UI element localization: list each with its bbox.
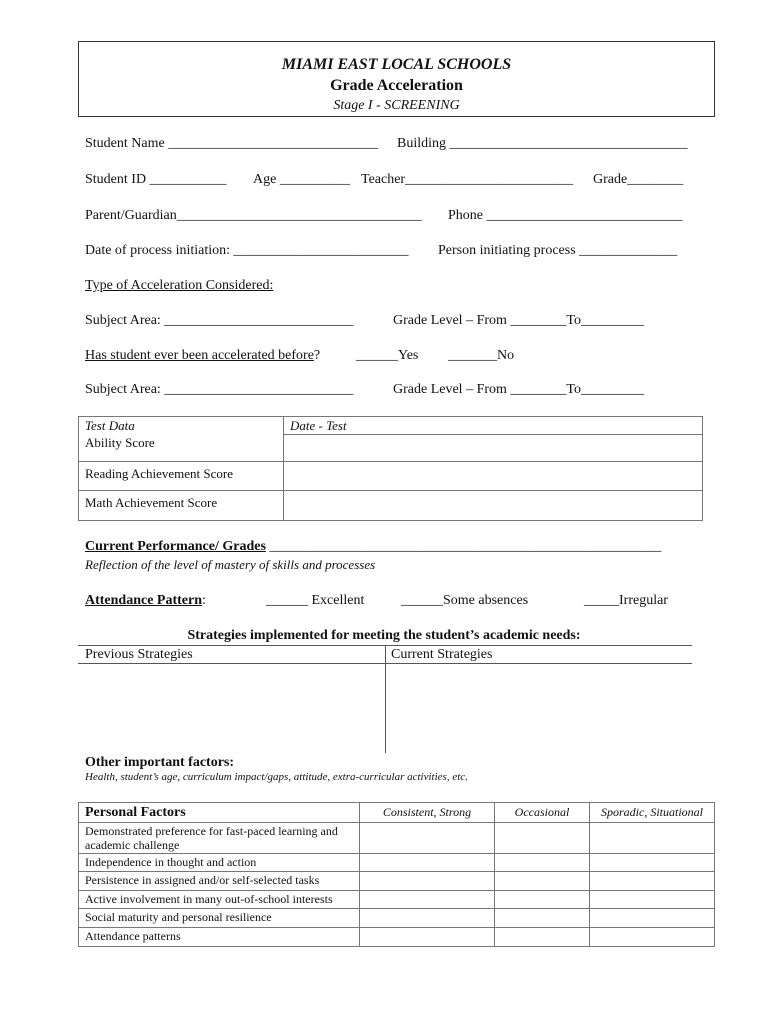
factor-fast-paced-sporadic-cell[interactable] xyxy=(590,823,715,854)
test-data-header-text: Test Data xyxy=(85,418,135,433)
personal-factors-header: Personal Factors xyxy=(79,803,360,823)
date-test-header-text: Date - Test xyxy=(290,418,347,433)
current-performance-row[interactable] xyxy=(85,539,661,555)
reading-score-label: Reading Achievement Score xyxy=(79,462,284,491)
grade-level-field-2[interactable]: Grade Level – From ________To_________ xyxy=(393,382,644,397)
factor-fast-paced-occasional-cell[interactable] xyxy=(495,823,590,854)
person-initiating-field[interactable]: Person initiating process ______________ xyxy=(438,243,678,258)
factor-independence-occasional-cell[interactable] xyxy=(495,854,590,872)
personal-factors-table xyxy=(78,802,715,947)
teacher-field[interactable]: Teacher________________________ xyxy=(361,172,574,187)
attendance-some-absences-option[interactable]: ______Some absences xyxy=(401,593,529,608)
accelerated-before-text: Has student ever been accelerated before xyxy=(85,348,314,363)
date-initiation-field[interactable]: Date of process initiation: _________________________ xyxy=(85,243,409,258)
building-field[interactable]: Building __________________________________ xyxy=(397,136,688,151)
test-data-table xyxy=(78,416,703,521)
factor-involvement-consistent-cell[interactable] xyxy=(360,891,495,909)
student-name-field[interactable]: Student Name ______________________________ xyxy=(85,136,379,151)
factor-social-maturity-occasional-cell[interactable] xyxy=(495,909,590,928)
strategies-title: Strategies implemented for meeting the student’s academic needs: xyxy=(187,628,581,643)
test-data-header xyxy=(79,417,284,435)
factor-persistence-sporadic-cell[interactable] xyxy=(590,872,715,891)
factor-attendance: Attendance patterns xyxy=(79,928,360,947)
attendance-excellent-option[interactable]: ______ Excellent xyxy=(266,593,365,608)
factor-persistence-consistent-cell[interactable] xyxy=(360,872,495,891)
col-occasional: Occasional xyxy=(495,803,590,823)
stage-label: Stage I - SCREENING xyxy=(333,98,460,113)
factor-social-maturity-consistent-cell[interactable] xyxy=(360,909,495,928)
phone-field[interactable]: Phone ____________________________ xyxy=(448,208,683,223)
attendance-label-text: Attendance Pattern xyxy=(85,593,203,608)
other-factors-description: Health, student’s age, curriculum impact/gaps, attitude, extra-curricular activities, etc. xyxy=(85,771,468,783)
date-test-header xyxy=(284,417,703,435)
ability-score-label: Ability Score xyxy=(79,435,284,462)
factor-independence-sporadic-cell[interactable] xyxy=(590,854,715,872)
col-consistent-strong: Consistent, Strong xyxy=(360,803,495,823)
previous-strategies-label: Previous Strategies xyxy=(85,647,193,662)
subject-area-field-2[interactable]: Subject Area: ___________________________ xyxy=(85,382,354,397)
form-title: Grade Acceleration xyxy=(330,77,463,94)
acceleration-type-label: Type of Acceleration Considered: xyxy=(85,278,274,293)
factor-social-maturity: Social maturity and personal resilience xyxy=(79,909,360,928)
factor-attendance-sporadic-cell[interactable] xyxy=(590,928,715,947)
factor-involvement: Active involvement in many out-of-school interests xyxy=(79,891,360,909)
no-option[interactable]: _______No xyxy=(448,348,515,363)
factor-fast-paced: Demonstrated preference for fast-paced learning and academic challenge xyxy=(79,823,360,854)
other-factors-label: Other important factors: xyxy=(85,755,235,770)
yes-option[interactable]: ______Yes xyxy=(356,348,419,363)
factor-attendance-consistent-cell[interactable] xyxy=(360,928,495,947)
current-strategies-area[interactable] xyxy=(386,664,692,752)
factor-attendance-occasional-cell[interactable] xyxy=(495,928,590,947)
performance-description: Reflection of the level of mastery of skills and processes xyxy=(85,557,376,572)
grade-level-field-1[interactable]: Grade Level – From ________To_________ xyxy=(393,313,644,328)
current-performance-label: Current Performance/ Grades xyxy=(85,539,266,554)
accelerated-before-qmark: ? xyxy=(313,348,321,363)
math-score-cell[interactable] xyxy=(284,491,703,521)
age-field[interactable]: Age __________ xyxy=(253,172,350,187)
school-name: MIAMI EAST LOCAL SCHOOLS xyxy=(281,56,512,73)
factor-persistence: Persistence in assigned and/or self-selected tasks xyxy=(79,872,360,891)
previous-strategies-area[interactable] xyxy=(78,664,384,752)
subject-area-field-1[interactable]: Subject Area: ___________________________ xyxy=(85,313,354,328)
math-score-label: Math Achievement Score xyxy=(79,491,284,521)
parent-guardian-field[interactable]: Parent/Guardian___________________________________ xyxy=(85,208,422,223)
reading-score-cell[interactable] xyxy=(284,462,703,491)
grade-field[interactable]: Grade________ xyxy=(593,172,684,187)
factor-independence: Independence in thought and action xyxy=(79,854,360,872)
ability-score-cell[interactable] xyxy=(284,435,703,462)
factor-involvement-sporadic-cell[interactable] xyxy=(590,891,715,909)
attendance-irregular-option[interactable]: _____Irregular xyxy=(584,593,668,608)
factor-involvement-occasional-cell[interactable] xyxy=(495,891,590,909)
factor-persistence-occasional-cell[interactable] xyxy=(495,872,590,891)
col-sporadic-situational: Sporadic, Situational xyxy=(590,803,715,823)
accelerated-before-question xyxy=(85,348,320,364)
attendance-label xyxy=(85,593,206,609)
factor-independence-consistent-cell[interactable] xyxy=(360,854,495,872)
current-strategies-label: Current Strategies xyxy=(391,647,493,662)
factor-fast-paced-consistent-cell[interactable] xyxy=(360,823,495,854)
factor-social-maturity-sporadic-cell[interactable] xyxy=(590,909,715,928)
header-box xyxy=(78,41,715,117)
current-performance-line: ________________________________________________________ xyxy=(265,539,662,554)
student-id-field[interactable]: Student ID ___________ xyxy=(85,172,227,187)
attendance-colon: : xyxy=(202,593,206,608)
